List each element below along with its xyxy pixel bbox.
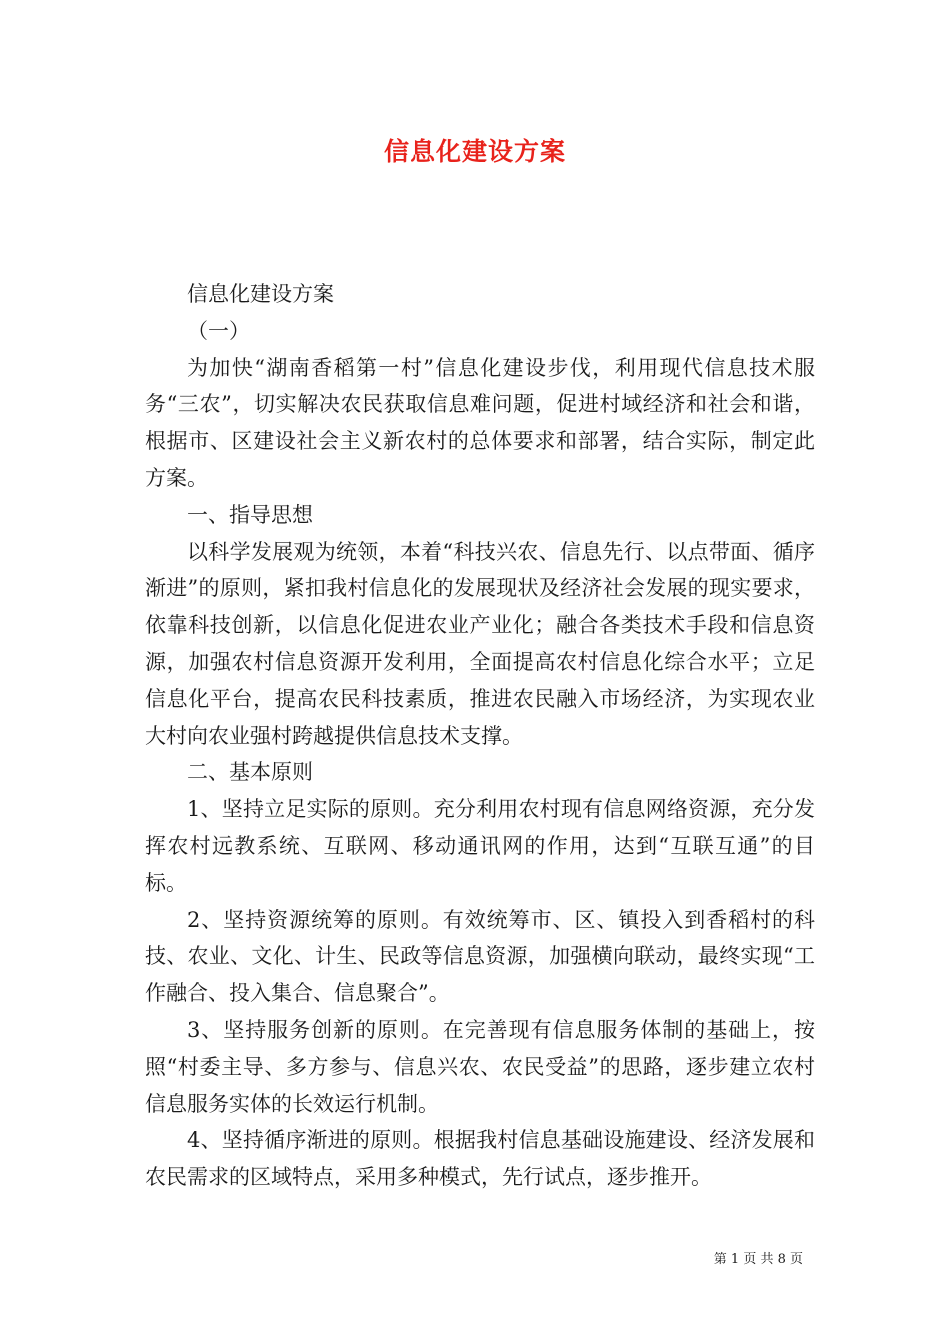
page-number-footer: 第 1 页 共 8 页 — [713, 1252, 803, 1267]
document-title: 信息化建设方案 — [383, 137, 566, 166]
principle-1-paragraph: 1、坚持立足实际的原则。充分利用农村现有信息网络资源，充分发挥农村远教系统、互联网、移动通讯网的作用，达到“互联互通”的目标。 — [145, 797, 815, 895]
intro-paragraph: 为加快“湖南香稻第一村”信息化建设步伐，利用现代信息技术服务“三农”，切实解决农民获取信息难问题，促进村域经济和社会和谐，根据市、区建设社会主义新农村的总体要求和部署，结合实际，制定此方案。 — [145, 355, 815, 490]
principle-2-paragraph: 2、坚持资源统筹的原则。有效统筹市、区、镇投入到香稻村的科技、农业、文化、计生、民政等信息资源，加强横向联动，最终实现“工作融合、投入集合、信息聚合”。 — [145, 907, 815, 1006]
guiding-ideology-paragraph: 以科学发展观为统领，本着“科技兴农、信息先行、以点带面、循序渐进”的原则，紧扣我村信息化的发展现状及经济社会发展的现实要求，依靠科技创新，以信息化促进农业产业化；融合各类技术手段和信息资源，加强农村信息资源开发利用，全面提高农村信息化综合水平；立足信息化平台，提高农民科技素质，推进农民融入市场经济，为实现农业大村向农业强村跨越提供信息技术支撑。 — [145, 539, 815, 748]
section-number-paragraph: （一） — [187, 318, 250, 343]
subtitle-paragraph: 信息化建设方案 — [187, 282, 334, 306]
section-heading-basic-principles: 二、基本原则 — [187, 760, 313, 785]
section-heading-guiding-ideology: 一、指导思想 — [187, 502, 313, 527]
principle-3-paragraph: 3、坚持服务创新的原则。在完善现有信息服务体制的基础上，按照“村委主导、多方参与、信息兴农、农民受益”的思路，逐步建立农村信息服务实体的长效运行机制。 — [145, 1017, 815, 1116]
principle-4-paragraph: 4、坚持循序渐进的原则。根据我村信息基础设施建设、经济发展和农民需求的区域特点，采用多种模式，先行试点，逐步推开。 — [145, 1128, 815, 1190]
document-body — [145, 276, 815, 1196]
